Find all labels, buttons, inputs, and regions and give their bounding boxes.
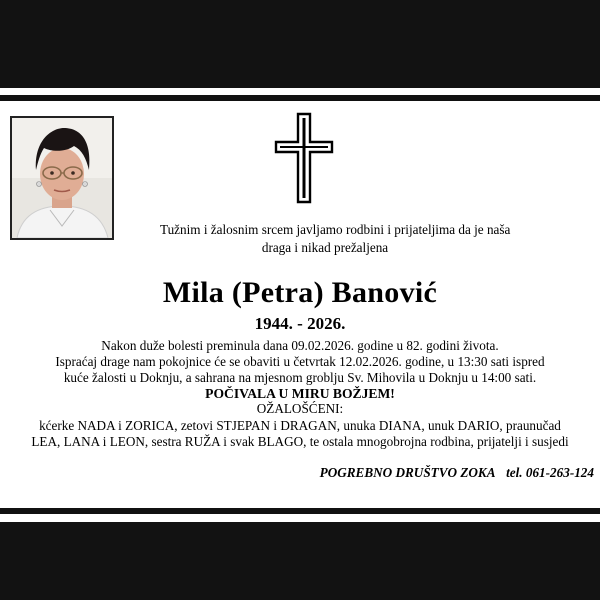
- obituary-card: [0, 88, 600, 522]
- bottom-black-band: [0, 522, 600, 600]
- funeral-service-phone: tel. 061-263-124: [506, 465, 594, 480]
- portrait-image: [12, 118, 112, 238]
- intro-line-2: draga i nikad prežaljena: [261, 240, 389, 255]
- bottom-border-rule: [0, 508, 600, 514]
- top-black-band: [0, 0, 600, 88]
- top-border-rule: [0, 95, 600, 101]
- funeral-service-footer: [320, 465, 594, 481]
- mourners-heading: OŽALOŠĆENI:: [256, 401, 344, 416]
- intro-text: [160, 221, 511, 257]
- mourners-line-1: kćerke NADA i ZORICA, zetovi STJEPAN i DRAGAN, unuka DIANA, unuk DARIO, praunučad: [39, 418, 561, 433]
- rest-in-peace-line: POČIVALA U MIRU BOŽJEM!: [205, 386, 395, 401]
- intro-line-1: Tužnim i žalosnim srcem javljamo rodbini i prijateljima da je naša: [160, 222, 511, 237]
- funeral-details-line-2: kuće žalosti u Doknju, a sahrana na mjesnom groblju Sv. Mihovila u Doknju u 14:00 sati.: [63, 370, 537, 385]
- portrait-photo: [10, 116, 114, 240]
- life-years: 1944. - 2026.: [254, 314, 346, 333]
- funeral-service-name: POGREBNO DRUŠTVO ZOKA: [319, 465, 495, 480]
- funeral-details-line-1: Ispraćaj drage nam pokojnice će se obaviti u četvrtak 12.02.2026. godine, u 13:30 sati ispred: [55, 354, 545, 369]
- cross-icon: [274, 112, 334, 204]
- deceased-name: Mila (Petra) Banović: [162, 276, 438, 309]
- mourners-line-2: LEA, LANA i LEON, sestra RUŽA i svak BLAGO, te ostala mnogobrojna rodbina, prijatelji i susjedi: [31, 434, 569, 449]
- death-notice-line: Nakon duže bolesti preminula dana 09.02.2026. godine u 82. godini života.: [101, 338, 499, 353]
